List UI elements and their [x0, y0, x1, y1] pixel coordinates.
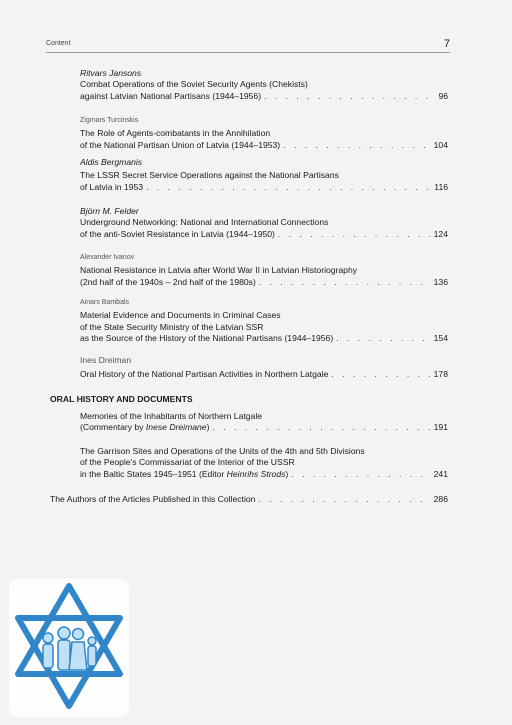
leader-dots: [212, 422, 430, 433]
toc-title-line: of the State Security Ministry of the Latvian SSR: [80, 321, 264, 332]
toc-title-text: of the National Partisan Union of Latvia (1944–1953): [80, 139, 281, 150]
toc-title-last-line: [80, 140, 448, 151]
toc-title-last-line: [80, 469, 448, 480]
toc-author: Björn M. Felder: [80, 206, 139, 216]
toc-title-text: against Latvian National Partisans (1944–1956): [80, 90, 262, 101]
toc-title-text: The Authors of the Articles Published in this Collection: [50, 494, 256, 504]
toc-title-text: (Commentary by Inese Dreimane): [80, 422, 210, 433]
toc-title-last-line: [50, 494, 448, 505]
toc-entry[interactable]: [80, 297, 448, 345]
toc-page-number: 96: [438, 90, 448, 101]
toc-author: Ritvars Jansons: [80, 68, 142, 78]
toc-entry[interactable]: [80, 206, 448, 240]
toc-page-number: 178: [433, 369, 448, 380]
toc-title-text: (2nd half of the 1940s – 2nd half of the 1980s): [80, 276, 256, 287]
toc-page-number: 154: [433, 333, 448, 344]
toc-title-last-line: [80, 182, 448, 193]
toc-entry[interactable]: [80, 157, 448, 193]
toc-title-text: of the anti-Soviet Resistance in Latvia (1944–1950): [80, 228, 275, 239]
toc-entry[interactable]: [80, 446, 448, 480]
leader-dots: [336, 333, 430, 344]
toc-title-line: Material Evidence and Documents in Criminal Cases: [80, 310, 281, 321]
toc-page-number: 191: [433, 422, 448, 433]
toc-title-line: of the People's Commissariat of the Interior of the USSR: [80, 457, 295, 468]
toc-page-number: 241: [433, 468, 448, 479]
toc-entry[interactable]: [80, 252, 448, 288]
toc-author: Zigmars Turcinskis: [80, 117, 139, 124]
toc-author: Aldis Bergmanis: [80, 157, 143, 167]
toc-title-text: of Latvia in 1953: [80, 181, 144, 192]
leader-dots: [278, 229, 431, 240]
toc-title-line: Memories of the Inhabitants of Northern Latgale: [80, 411, 263, 421]
toc-page-number: 286: [433, 494, 448, 504]
leader-dots: [146, 182, 431, 193]
toc-entry[interactable]: [80, 115, 448, 151]
toc-title-last-line: [80, 369, 448, 380]
leader-dots: [331, 369, 430, 380]
page-number: 7: [443, 38, 450, 50]
toc-title-line: Underground Networking: National and International Connections: [80, 217, 329, 228]
toc-title-line: National Resistance in Latvia after World War II in Latvian Historiography: [80, 265, 358, 276]
toc-page-number: 124: [433, 228, 448, 239]
toc-title-line: The Role of Agents-combatants in the Annihilation: [80, 128, 271, 139]
toc-title-text: as the Source of the History of the National Partisans (1944–1956): [80, 333, 334, 344]
toc-entry[interactable]: [50, 494, 448, 505]
toc-page-number: 104: [433, 139, 448, 150]
toc-entry[interactable]: [80, 411, 448, 434]
toc-page-number: 136: [433, 276, 448, 287]
leader-dots: [258, 494, 430, 505]
toc-author: Ainars Bambals: [80, 299, 130, 306]
toc-title-line: The Garrison Sites and Operations of the Units of the 4th and 5th Divisions: [80, 446, 365, 456]
leader-dots: [291, 469, 430, 480]
toc-title-line: Combat Operations of the Soviet Security Agents (Chekists): [80, 79, 308, 90]
toc-title-line: The LSSR Secret Service Operations against the National Partisans: [80, 170, 339, 181]
toc-title-last-line: [80, 333, 448, 344]
toc-title-last-line: [80, 277, 448, 288]
leader-dots: [283, 140, 430, 151]
toc-title-last-line: [80, 229, 448, 240]
star-of-david-family-logo: [8, 578, 130, 718]
section-heading: ORAL HISTORY AND DOCUMENTS: [50, 394, 193, 404]
leader-dots: [264, 91, 435, 102]
toc-title-text: in the Baltic States 1945–1951 (Editor Heinrihs Strods): [80, 468, 289, 479]
leader-dots: [259, 277, 431, 288]
running-head-label: Content: [46, 40, 71, 47]
toc-author: Ines Dreiman: [80, 355, 132, 365]
toc-entry[interactable]: [80, 355, 448, 381]
toc-author: Alexander Ivanov: [80, 254, 135, 261]
toc-title-last-line: [80, 422, 448, 433]
toc-page-number: 116: [434, 181, 448, 192]
header-rule: [46, 52, 450, 53]
toc-title-last-line: [80, 91, 448, 102]
toc-title-text: Oral History of the National Partisan Activities in Northern Latgale: [80, 369, 329, 380]
toc-entry[interactable]: [80, 68, 448, 102]
